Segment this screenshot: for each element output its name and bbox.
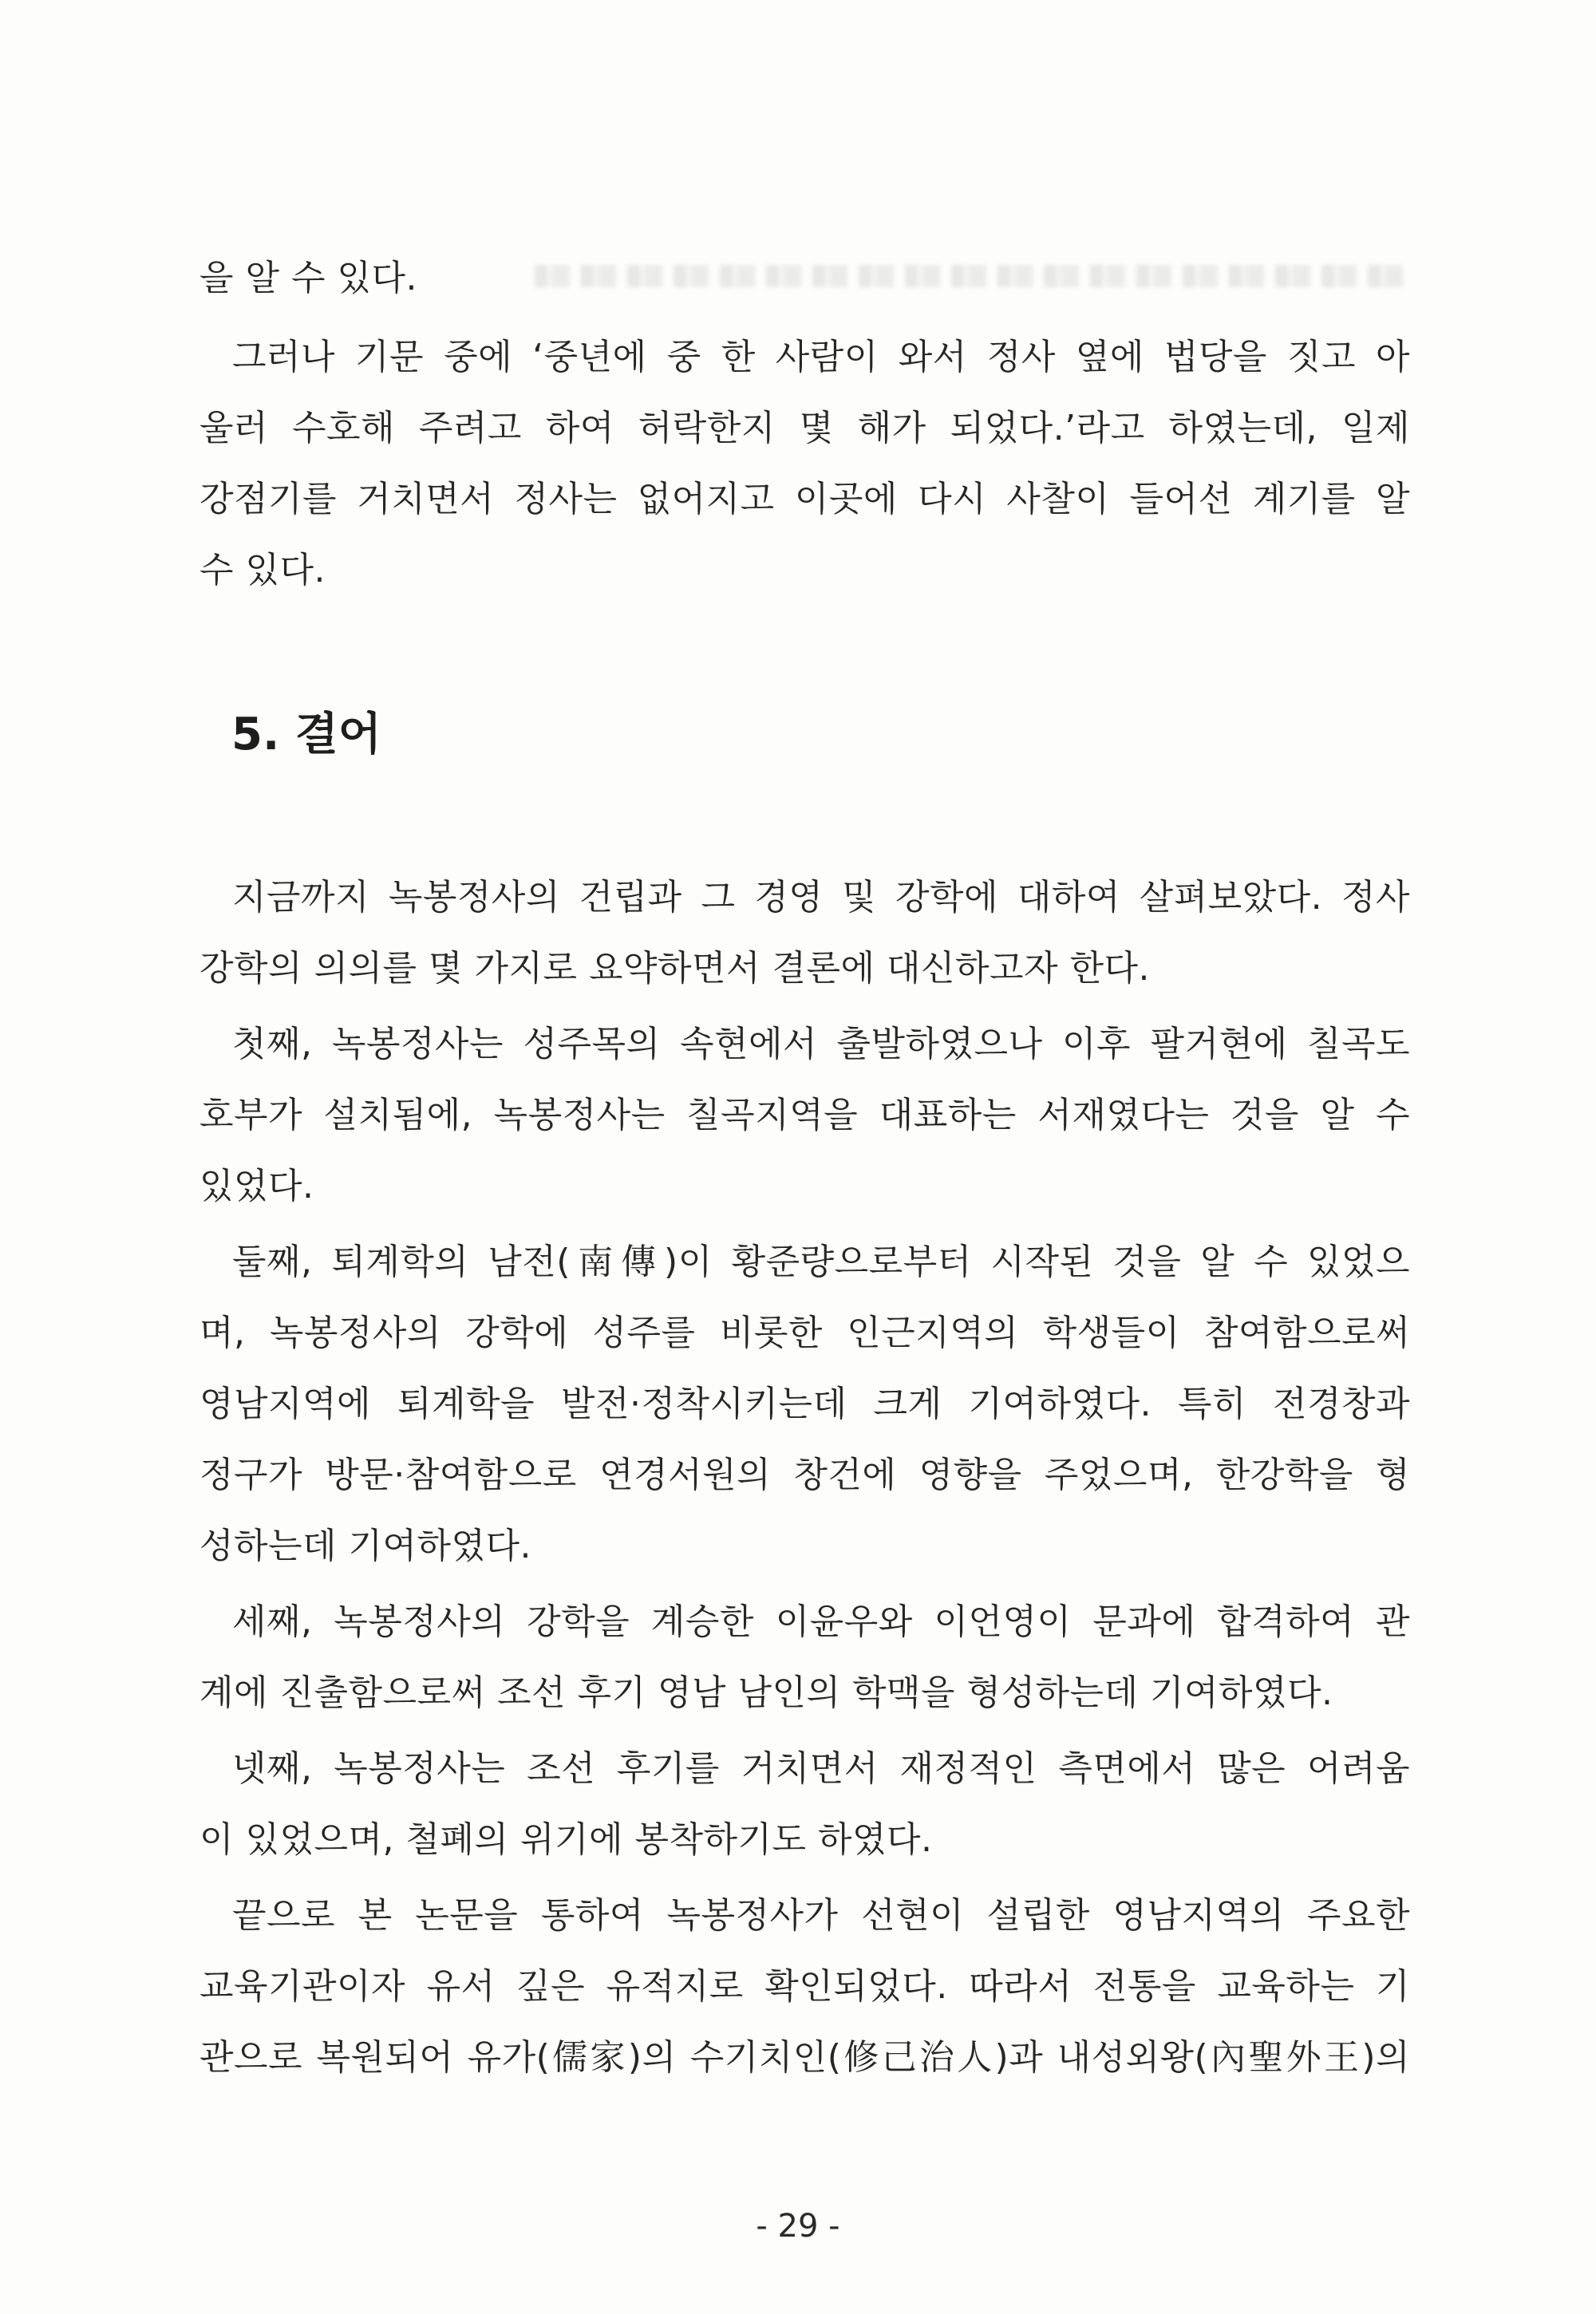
text-line: 교육기관이자 유서 깊은 유적지로 확인되었다. 따라서 전통을 교육하는 기 xyxy=(200,1966,1410,2007)
paragraph xyxy=(200,322,1410,606)
text-line: 정구가 방문·참여함으로 연경서원의 창건에 영향을 주었으며, 한강학을 형 xyxy=(200,1455,1410,1495)
text-line: 이 있었으며, 철폐의 위기에 봉착하기도 하였다. xyxy=(200,1819,933,1860)
text-line: 그러나 기문 중에 ‘중년에 중 한 사람이 와서 정사 옆에 법당을 짓고 아 xyxy=(232,337,1410,377)
text-line: 둘째, 퇴계학의 남전(南傳)이 황준량으로부터 시작된 것을 알 수 있었으 xyxy=(232,1242,1410,1282)
text-line: 호부가 설치됨에, 녹봉정사는 칠곡지역을 대표하는 서재였다는 것을 알 수 xyxy=(200,1095,1410,1135)
text-line: 첫째, 녹봉정사는 성주목의 속현에서 출발하였으나 이후 팔거현에 칠곡도 xyxy=(232,1024,1410,1064)
text-line: 영남지역에 퇴계학을 발전·정착시키는데 크게 기여하였다. 특히 전경창과 xyxy=(200,1384,1410,1424)
text-line: 있었다. xyxy=(200,1166,314,1206)
page-body xyxy=(200,243,1410,2093)
text-line: 관으로 복원되어 유가(儒家)의 수기치인(修己治人)과 내성외왕(內聖外王)의 xyxy=(200,2037,1410,2078)
page-number: - 29 - xyxy=(756,2208,840,2245)
text-line: 끝으로 본 논문을 통하여 녹봉정사가 선현이 설립한 영남지역의 주요한 xyxy=(232,1895,1410,1936)
paragraph xyxy=(200,1880,1410,2093)
paragraph xyxy=(200,1226,1410,1581)
text-line: 울러 수호해 주려고 하여 허락한지 몇 해가 되었다.’라고 하였는데, 일제 xyxy=(200,408,1410,448)
text-line: 성하는데 기여하였다. xyxy=(200,1526,532,1566)
text-line: 넷째, 녹봉정사는 조선 후기를 거치면서 재정적인 측면에서 많은 어려움 xyxy=(232,1748,1410,1789)
paragraph xyxy=(200,1009,1410,1222)
section-heading: 5. 결어 xyxy=(231,709,381,760)
paragraph xyxy=(200,1586,1410,1728)
text-line: 지금까지 녹봉정사의 건립과 그 경영 및 강학에 대하여 살펴보았다. 정사 xyxy=(232,877,1410,918)
text-line: 강점기를 거치면서 정사는 없어지고 이곳에 다시 사찰이 들어선 계기를 알 xyxy=(200,479,1410,519)
paragraph xyxy=(200,1733,1410,1875)
text-line: 계에 진출함으로써 조선 후기 영남 남인의 학맥을 형성하는데 기여하였다. xyxy=(200,1672,1333,1713)
text-line: 을 알 수 있다. xyxy=(200,258,417,298)
paragraph xyxy=(200,243,1410,314)
text-line: 강학의 의의를 몇 가지로 요약하면서 결론에 대신하고자 한다. xyxy=(200,948,1150,989)
text-line: 수 있다. xyxy=(200,550,326,590)
text-line: 며, 녹봉정사의 강학에 성주를 비롯한 인근지역의 학생들이 참여함으로써 xyxy=(200,1313,1410,1353)
text-line: 세째, 녹봉정사의 강학을 계승한 이윤우와 이언영이 문과에 합격하여 관 xyxy=(232,1601,1410,1642)
paragraph xyxy=(200,862,1410,1004)
